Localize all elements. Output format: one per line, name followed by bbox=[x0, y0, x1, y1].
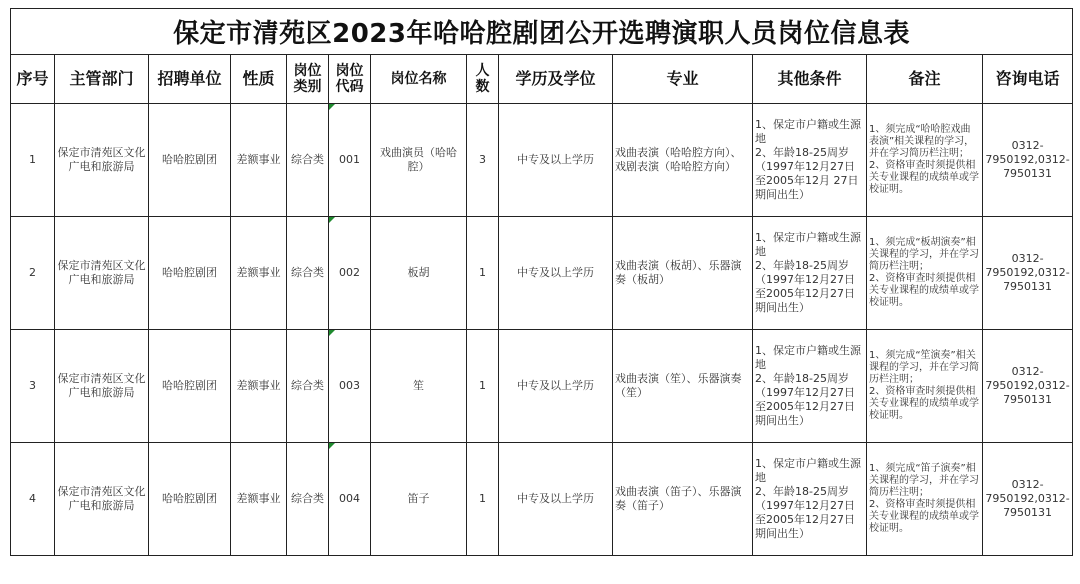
header-major: 专业 bbox=[613, 55, 753, 104]
header-category-line2: 类别 bbox=[293, 79, 322, 95]
cell-phone: 0312-7950192,0312-7950131 bbox=[983, 443, 1073, 556]
cell-category: 综合类 bbox=[287, 217, 329, 330]
cell-category: 综合类 bbox=[287, 104, 329, 217]
cell-remark: 1、须完成“哈哈腔戏曲表演”相关课程的学习，并在学习简历栏注明； 2、资格审查时须提供相关专业课程的成绩单或学校证明。 bbox=[867, 104, 983, 217]
cell-major: 戏曲表演（笙）、乐器演奏（笙） bbox=[613, 330, 753, 443]
cell-remark: 1、须完成“笛子演奏”相关课程的学习，并在学习简历栏注明； 2、资格审查时须提供相关专业课程的成绩单或学校证明。 bbox=[867, 443, 983, 556]
cell-count: 1 bbox=[467, 443, 499, 556]
header-count-line1: 人 bbox=[475, 63, 490, 79]
cell-code-text: 001 bbox=[339, 153, 360, 166]
cell-dept: 保定市清苑区文化广电和旅游局 bbox=[55, 104, 149, 217]
cell-phone: 0312-7950192,0312-7950131 bbox=[983, 330, 1073, 443]
cell-major: 戏曲表演（笛子）、乐器演奏（笛子） bbox=[613, 443, 753, 556]
header-other: 其他条件 bbox=[753, 55, 867, 104]
cell-post: 戏曲演员（哈哈腔） bbox=[371, 104, 467, 217]
cell-nature: 差额事业 bbox=[231, 104, 287, 217]
cell-seq: 3 bbox=[11, 330, 55, 443]
header-remark: 备注 bbox=[867, 55, 983, 104]
header-post: 岗位名称 bbox=[371, 55, 467, 104]
header-code-line1: 岗位 bbox=[335, 63, 364, 79]
cell-code-text: 004 bbox=[339, 492, 360, 505]
table-row bbox=[11, 443, 1073, 556]
cell-category: 综合类 bbox=[287, 330, 329, 443]
green-corner-marker bbox=[329, 104, 335, 110]
cell-remark: 1、须完成“笙演奏”相关课程的学习，并在学习简历栏注明； 2、资格审查时须提供相关专业课程的成绩单或学校证明。 bbox=[867, 330, 983, 443]
cell-education: 中专及以上学历 bbox=[499, 330, 613, 443]
cell-code-text: 002 bbox=[339, 266, 360, 279]
cell-count: 1 bbox=[467, 217, 499, 330]
header-dept: 主管部门 bbox=[55, 55, 149, 104]
header-category-line1: 岗位 bbox=[293, 63, 322, 79]
green-corner-marker bbox=[329, 443, 335, 449]
cell-education: 中专及以上学历 bbox=[499, 104, 613, 217]
cell-unit: 哈哈腔剧团 bbox=[149, 330, 231, 443]
header-code bbox=[329, 55, 371, 104]
cell-other: 1、保定市户籍或生源地 2、年龄18-25周岁（1997年12月27日至2005年12月27日期间出生） bbox=[753, 330, 867, 443]
cell-dept: 保定市清苑区文化广电和旅游局 bbox=[55, 330, 149, 443]
cell-code bbox=[329, 217, 371, 330]
header-unit: 招聘单位 bbox=[149, 55, 231, 104]
cell-code bbox=[329, 443, 371, 556]
cell-nature: 差额事业 bbox=[231, 443, 287, 556]
cell-other: 1、保定市户籍或生源地 2、年龄18-25周岁（1997年12月27日至2005年12月 27日期间出生） bbox=[753, 104, 867, 217]
cell-code bbox=[329, 330, 371, 443]
cell-major: 戏曲表演（板胡）、乐器演奏（板胡） bbox=[613, 217, 753, 330]
cell-seq: 4 bbox=[11, 443, 55, 556]
cell-other: 1、保定市户籍或生源地 2、年龄18-25周岁（1997年12月27日至2005年12月27日期间出生） bbox=[753, 217, 867, 330]
cell-code bbox=[329, 104, 371, 217]
page-title: 保定市清苑区2023年哈哈腔剧团公开选聘演职人员岗位信息表 bbox=[11, 9, 1073, 55]
green-corner-marker bbox=[329, 330, 335, 336]
table-row bbox=[11, 217, 1073, 330]
cell-post: 笛子 bbox=[371, 443, 467, 556]
table-row bbox=[11, 330, 1073, 443]
header-count-line2: 数 bbox=[475, 79, 490, 95]
cell-education: 中专及以上学历 bbox=[499, 217, 613, 330]
cell-count: 1 bbox=[467, 330, 499, 443]
cell-unit: 哈哈腔剧团 bbox=[149, 104, 231, 217]
job-info-sheet bbox=[10, 8, 1072, 556]
cell-dept: 保定市清苑区文化广电和旅游局 bbox=[55, 443, 149, 556]
header-nature: 性质 bbox=[231, 55, 287, 104]
job-info-table bbox=[10, 8, 1073, 556]
cell-count: 3 bbox=[467, 104, 499, 217]
header-seq: 序号 bbox=[11, 55, 55, 104]
cell-seq: 2 bbox=[11, 217, 55, 330]
cell-dept: 保定市清苑区文化广电和旅游局 bbox=[55, 217, 149, 330]
cell-nature: 差额事业 bbox=[231, 217, 287, 330]
cell-unit: 哈哈腔剧团 bbox=[149, 217, 231, 330]
table-row bbox=[11, 104, 1073, 217]
cell-seq: 1 bbox=[11, 104, 55, 217]
header-code-line2: 代码 bbox=[335, 79, 364, 95]
cell-category: 综合类 bbox=[287, 443, 329, 556]
cell-major: 戏曲表演（哈哈腔方向）、戏剧表演（哈哈腔方向） bbox=[613, 104, 753, 217]
header-count bbox=[467, 55, 499, 104]
cell-code-text: 003 bbox=[339, 379, 360, 392]
header-phone: 咨询电话 bbox=[983, 55, 1073, 104]
cell-nature: 差额事业 bbox=[231, 330, 287, 443]
header-row bbox=[11, 55, 1073, 104]
cell-post: 板胡 bbox=[371, 217, 467, 330]
cell-remark: 1、须完成“板胡演奏”相关课程的学习，并在学习简历栏注明； 2、资格审查时须提供相关专业课程的成绩单或学校证明。 bbox=[867, 217, 983, 330]
cell-unit: 哈哈腔剧团 bbox=[149, 443, 231, 556]
cell-phone: 0312-7950192,0312-7950131 bbox=[983, 104, 1073, 217]
header-category bbox=[287, 55, 329, 104]
cell-phone: 0312-7950192,0312-7950131 bbox=[983, 217, 1073, 330]
cell-education: 中专及以上学历 bbox=[499, 443, 613, 556]
cell-other: 1、保定市户籍或生源地 2、年龄18-25周岁（1997年12月27日至2005年12月27日期间出生） bbox=[753, 443, 867, 556]
cell-post: 笙 bbox=[371, 330, 467, 443]
green-corner-marker bbox=[329, 217, 335, 223]
header-education: 学历及学位 bbox=[499, 55, 613, 104]
